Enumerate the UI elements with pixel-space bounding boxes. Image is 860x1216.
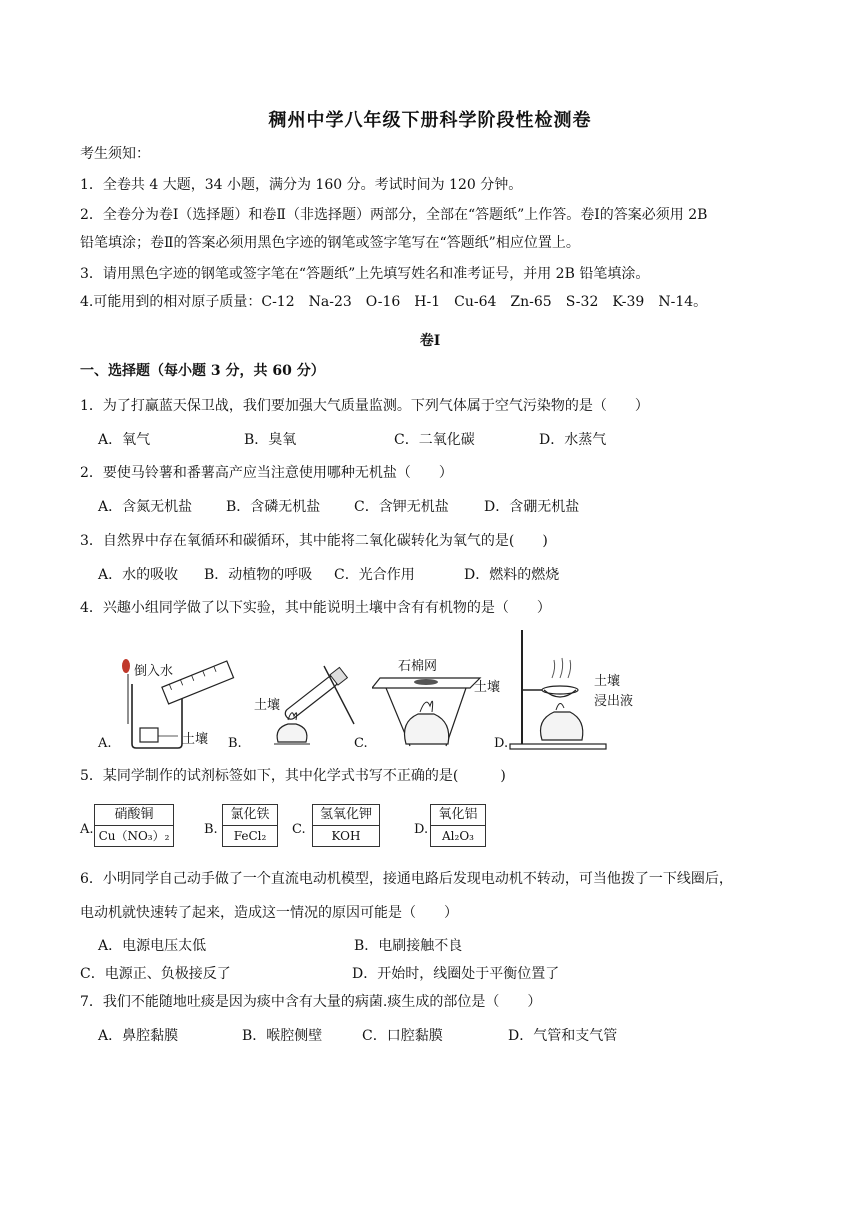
reagent-c-formula: KOH xyxy=(331,829,361,843)
label-soil-d: 土壤 xyxy=(594,674,621,689)
notice-item-2-cont: 铅笔填涂；卷Ⅱ的答案必须用黑色字迹的钢笔或签字笔写在“答题纸”相应位置上。 xyxy=(80,235,580,251)
page-title: 稠州中学八年级下册科学阶段性检测卷 xyxy=(268,110,592,131)
q1-option-b: B．臭氧 xyxy=(244,432,297,448)
reagent-label-a xyxy=(94,804,174,847)
label-leachate: 浸出液 xyxy=(594,694,634,709)
q4-option-d: D. xyxy=(494,736,509,751)
reagent-label-b xyxy=(222,804,278,847)
reagent-label-d xyxy=(430,804,486,847)
q7-option-c: C．口腔黏膜 xyxy=(362,1028,443,1044)
notice-item-3: 3．请用黑色字迹的钢笔或签字笔在“答题纸”上先填写姓名和准考证号，并用 2B 铅笔填涂。 xyxy=(80,266,650,282)
beaker-pour-water-figure xyxy=(112,636,242,754)
question-6-options-row2 xyxy=(80,964,231,984)
question-6-stem-cont: 电动机就快速转了起来，造成这一情况的原因可能是（ ） xyxy=(80,905,458,921)
part-title: 一、选择题（每小题 3 分，共 60 分） xyxy=(80,363,325,379)
q5-option-d: D. xyxy=(414,822,429,837)
reagent-b-formula: FeCl₂ xyxy=(233,829,267,843)
q3-option-b: B．动植物的呼吸 xyxy=(204,567,313,583)
q4-option-c: C. xyxy=(354,736,368,751)
q7-option-a: A．鼻腔黏膜 xyxy=(98,1028,179,1044)
question-1-stem: 1．为了打赢蓝天保卫战，我们要加强大气质量监测。下列气体属于空气污染物的是（ ） xyxy=(80,398,649,414)
reagent-c-name: 氢氧化钾 xyxy=(313,805,379,826)
label-soil-c: 土壤 xyxy=(474,680,501,695)
reagent-a-name: 硝酸铜 xyxy=(95,805,173,826)
notice-heading: 考生须知： xyxy=(80,146,150,162)
question-4-stem: 4．兴趣小组同学做了以下实验，其中能说明土壤中含有有机物的是（ ） xyxy=(80,600,551,616)
q2-option-d: D．含硼无机盐 xyxy=(484,499,580,515)
q5-option-b: B. xyxy=(204,822,218,837)
q6-option-b: B．电刷接触不良 xyxy=(354,938,463,954)
q7-option-d: D．气管和支气管 xyxy=(508,1028,618,1044)
notice-item-4: 4.可能用到的相对原子质量：C-12 Na-23 O-16 H-1 Cu-64 Zn-65 S-32 K-39 N-14。 xyxy=(80,294,708,310)
reagent-a-formula: Cu（NO₃）₂ xyxy=(98,829,170,843)
reagent-label-c xyxy=(312,804,380,847)
q4-option-b: B. xyxy=(228,736,242,751)
q1-option-d: D．水蒸气 xyxy=(539,432,607,448)
q6-option-a: A．电源电压太低 xyxy=(98,938,207,954)
label-asbestos-net: 石棉网 xyxy=(398,659,438,674)
notice-item-2: 2．全卷分为卷Ⅰ（选择题）和卷Ⅱ（非选择题）两部分，全部在“答题纸”上作答。卷Ⅰ的答案必须用 2B xyxy=(80,207,708,223)
q2-option-c: C．含钾无机盐 xyxy=(354,499,449,515)
q6-option-d: D．开始时，线圈处于平衡位置了 xyxy=(352,966,560,982)
q1-option-a: A．氧气 xyxy=(98,432,151,448)
q3-option-a: A．水的吸收 xyxy=(98,567,179,583)
q4-option-a: A. xyxy=(98,736,112,751)
question-7-stem: 7．我们不能随地吐痰是因为痰中含有大量的病菌.痰生成的部位是（ ） xyxy=(80,994,542,1010)
reagent-b-name: 氯化铁 xyxy=(223,805,277,826)
q3-option-d: D．燃料的燃烧 xyxy=(464,567,560,583)
reagent-d-formula: Al₂O₃ xyxy=(442,829,474,843)
question-6-stem: 6．小明同学自己动手做了一个直流电动机模型，接通电路后发现电动机不转动，可当他拨了一下线圈后， xyxy=(80,871,733,887)
q3-option-c: C．光合作用 xyxy=(334,567,415,583)
q5-option-c: C. xyxy=(292,822,306,837)
notice-item-1: 1．全卷共 4 大题，34 小题，满分为 160 分。考试时间为 120 分钟。 xyxy=(80,177,523,193)
label-pour-water: 倒入水 xyxy=(134,664,174,679)
q2-option-a: A．含氮无机盐 xyxy=(98,499,193,515)
label-soil-a: 土壤 xyxy=(182,732,209,747)
q2-option-b: B．含磷无机盐 xyxy=(226,499,321,515)
q1-option-c: C．二氧化碳 xyxy=(394,432,475,448)
question-5-stem: 5．某同学制作的试剂标签如下，其中化学式书写不正确的是( ) xyxy=(80,768,506,784)
label-soil-b: 土壤 xyxy=(254,698,281,713)
question-3-stem: 3．自然界中存在氧循环和碳循环，其中能将二氧化碳转化为氧气的是( ) xyxy=(80,533,548,549)
section-title: 卷Ⅰ xyxy=(419,333,441,349)
q7-option-b: B．喉腔侧壁 xyxy=(242,1028,323,1044)
q5-option-a: A. xyxy=(80,822,94,837)
question-2-stem: 2．要使马铃薯和番薯高产应当注意使用哪种无机盐（ ） xyxy=(80,465,453,481)
reagent-d-name: 氧化铝 xyxy=(431,805,485,826)
q6-option-c: C．电源正、负极接反了 xyxy=(80,966,231,982)
